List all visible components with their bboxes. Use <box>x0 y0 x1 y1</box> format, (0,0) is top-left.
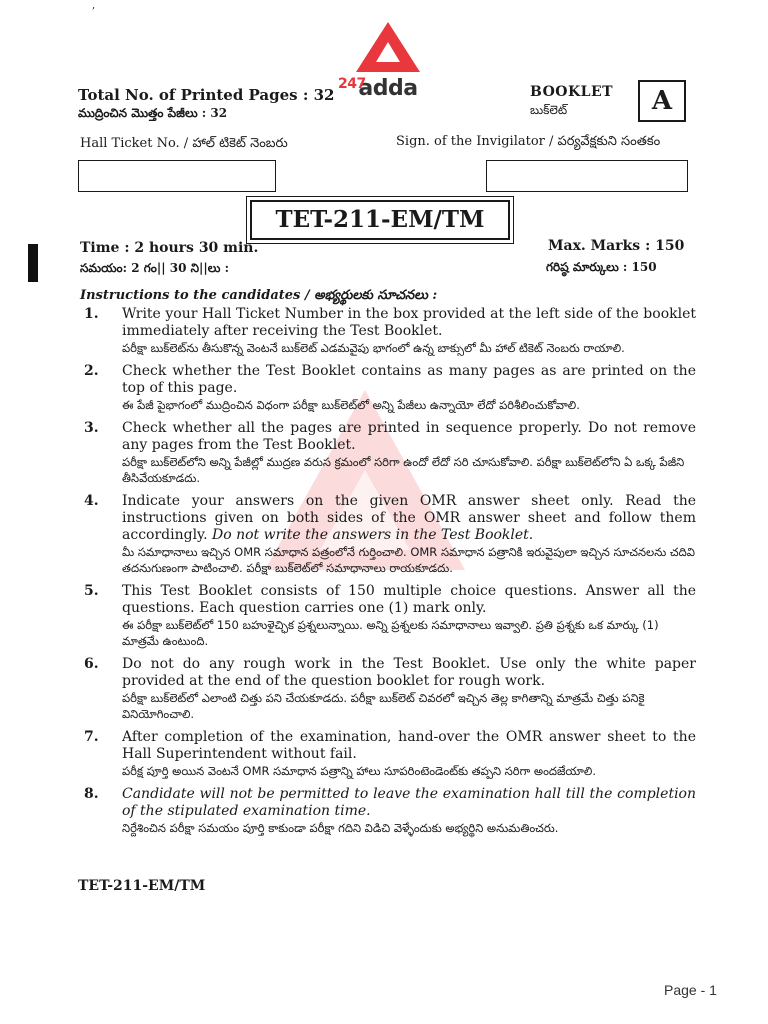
time-label-telugu: సమయం: 2 గం|| 30 ని||లు : <box>80 261 230 275</box>
instruction-item <box>84 786 696 836</box>
instruction-text: After completion of the examination, hand-over the OMR answer sheet to the Hall Superintendent without fail. <box>122 729 696 762</box>
instruction-item <box>84 306 696 356</box>
top-mark: , <box>92 0 96 11</box>
side-marker <box>28 244 38 282</box>
instruction-text-main: Indicate your answers on the given OMR answer sheet only. Read the instructions given on both sides of the OMR answer sheet and follow them accordingly. <box>122 493 696 543</box>
instruction-item <box>84 729 696 779</box>
footer-paper-code: TET-211-EM/TM <box>78 878 206 894</box>
instruction-text-telugu: పరీక్షా బుక్‌లెట్‌ను తీసుకొన్న వెంటనే బుక్‌లెట్ ఎడమవైపు భాగంలో ఉన్న బాక్సులో మీ హాల్ టికెట్ నెంబరు రాయాలి. <box>122 341 625 355</box>
instruction-number: 3. <box>84 420 99 436</box>
instruction-text-telugu: పరీక్ష పూర్తి అయిన వెంటనే OMR సమాధాన పత్రాన్ని హాలు సూపరింటెండెంట్‌కు తప్పని సరిగా అందజేయాలి. <box>122 764 596 778</box>
instruction-text: Do not do any rough work in the Test Booklet. Use only the white paper provided at the end of the question booklet for rough work. <box>122 656 696 689</box>
instruction-text: This Test Booklet consists of 150 multiple choice questions. Answer all the questions. Each question carries one (1) mark only. <box>122 583 696 616</box>
instruction-item <box>84 583 696 649</box>
instruction-text-italic: Do not write the answers in the Test Booklet. <box>212 527 534 543</box>
instructions-list <box>84 306 696 843</box>
hall-ticket-label: Hall Ticket No. / హాల్ టికెట్ నెంబరు <box>80 136 288 151</box>
instruction-text-italic: Candidate will not be permitted to leave the examination hall till the completion of the stipulated examination time. <box>122 786 696 819</box>
instruction-number: 1. <box>84 306 99 322</box>
logo-wordmark <box>338 76 438 101</box>
adda-triangle-icon <box>338 20 438 76</box>
instruction-text-telugu: పరీక్షా బుక్‌లెట్‌లోని అన్ని పేజీల్లో ముద్రణ వరుస క్రమంలో సరిగా ఉందో లేదో సరి చూసుకోవాలి. పరీక్షా బుక్‌లెట్‌లోని ఏ ఒక్క పేజీని తీసివేయకూడదు. <box>122 455 685 485</box>
paper-code: TET-211-EM/TM <box>250 200 510 240</box>
invigilator-sign-label: Sign. of the Invigilator / పర్యవేక్షకుని సంతకం <box>396 134 661 149</box>
instruction-item <box>84 420 696 486</box>
instruction-number: 7. <box>84 729 99 745</box>
instruction-text-telugu: ఈ పరీక్షా బుక్‌లెట్‌లో 150 బహుళైచ్ఛిక ప్రశ్నలున్నాయి. అన్ని ప్రశ్నలకు సమాధానాలు ఇవ్వాలి. ప్రతి ప్రశ్నకు ఒక మార్కు (1) మాత్రమే ఉంటుంది. <box>122 618 659 648</box>
instruction-number: 5. <box>84 583 99 599</box>
instruction-text: Write your Hall Ticket Number in the box provided at the left side of the booklet immediately after receiving the Test Booklet. <box>122 306 696 339</box>
instruction-text-telugu: పరీక్షా బుక్‌లెట్‌లో ఎలాంటి చిత్తు పని చేయకూడదు. పరీక్షా బుక్‌లెట్ చివరలో ఇచ్చిన తెల్ల కాగితాన్ని మాత్రమే చిత్తు పనికై వినియోగించాలి. <box>122 691 645 721</box>
instruction-text: Check whether all the pages are printed in sequence properly. Do not remove any pages from the Test Booklet. <box>122 420 696 453</box>
instruction-text-telugu: మీ సమాధానాలు ఇచ్చిన OMR సమాధాన పత్రంలోనే గుర్తించాలి. OMR సమాధాన పత్రానికి ఇరువైపులా ఇచ్చిన సూచనలను చదివి తదనుగుణంగా పాటించాలి. పరీక్షా బుక్‌లెట్‌లో సమాధానాలు రాయకూడదు. <box>122 545 695 575</box>
total-pages-telugu: ముద్రించిన మొత్తం పేజీలు : 32 <box>78 106 228 120</box>
instruction-number: 4. <box>84 493 99 509</box>
instruction-text-telugu: ఈ పేజీ పైభాగంలో ముద్రించిన విధంగా పరీక్షా బుక్‌లెట్‌లో అన్ని పేజీలు ఉన్నాయో లేదో పరిశీలించుకోవాలి. <box>122 398 580 412</box>
booklet-label: BOOKLET <box>530 84 614 100</box>
total-pages: Total No. of Printed Pages : 32 <box>78 86 335 104</box>
instruction-number: 6. <box>84 656 99 672</box>
max-marks-label-telugu: గరిష్ఠ మార్కులు : 150 <box>546 260 657 274</box>
instruction-number: 8. <box>84 786 99 802</box>
booklet-series-letter: A <box>638 80 686 122</box>
instruction-number: 2. <box>84 363 99 379</box>
booklet-label-telugu: బుక్‌లెట్ <box>530 103 568 117</box>
adda247-logo <box>338 20 438 100</box>
time-label: Time : 2 hours 30 min. <box>80 240 259 256</box>
invigilator-sign-field[interactable] <box>486 160 688 192</box>
max-marks-label: Max. Marks : 150 <box>548 238 685 254</box>
page-number: Page - 1 <box>664 982 717 998</box>
instruction-text <box>122 493 696 544</box>
instructions-heading: Instructions to the candidates / అభ్యర్థులకు సూచనలు : <box>80 288 438 303</box>
instruction-text: Check whether the Test Booklet contains as many pages as are printed on the top of this page. <box>122 363 696 396</box>
hall-ticket-field[interactable] <box>78 160 276 192</box>
instruction-item <box>84 363 696 413</box>
instruction-item <box>84 656 696 722</box>
instruction-text-telugu: నిర్దేశించిన పరీక్షా సమయం పూర్తి కాకుండా పరీక్షా గదిని విడిచి వెళ్ళేందుకు అభ్యర్థిని అనుమతించరు. <box>122 821 559 835</box>
logo-brand: adda <box>358 76 418 101</box>
logo-number: 247 <box>338 76 366 92</box>
instruction-item <box>84 493 696 576</box>
